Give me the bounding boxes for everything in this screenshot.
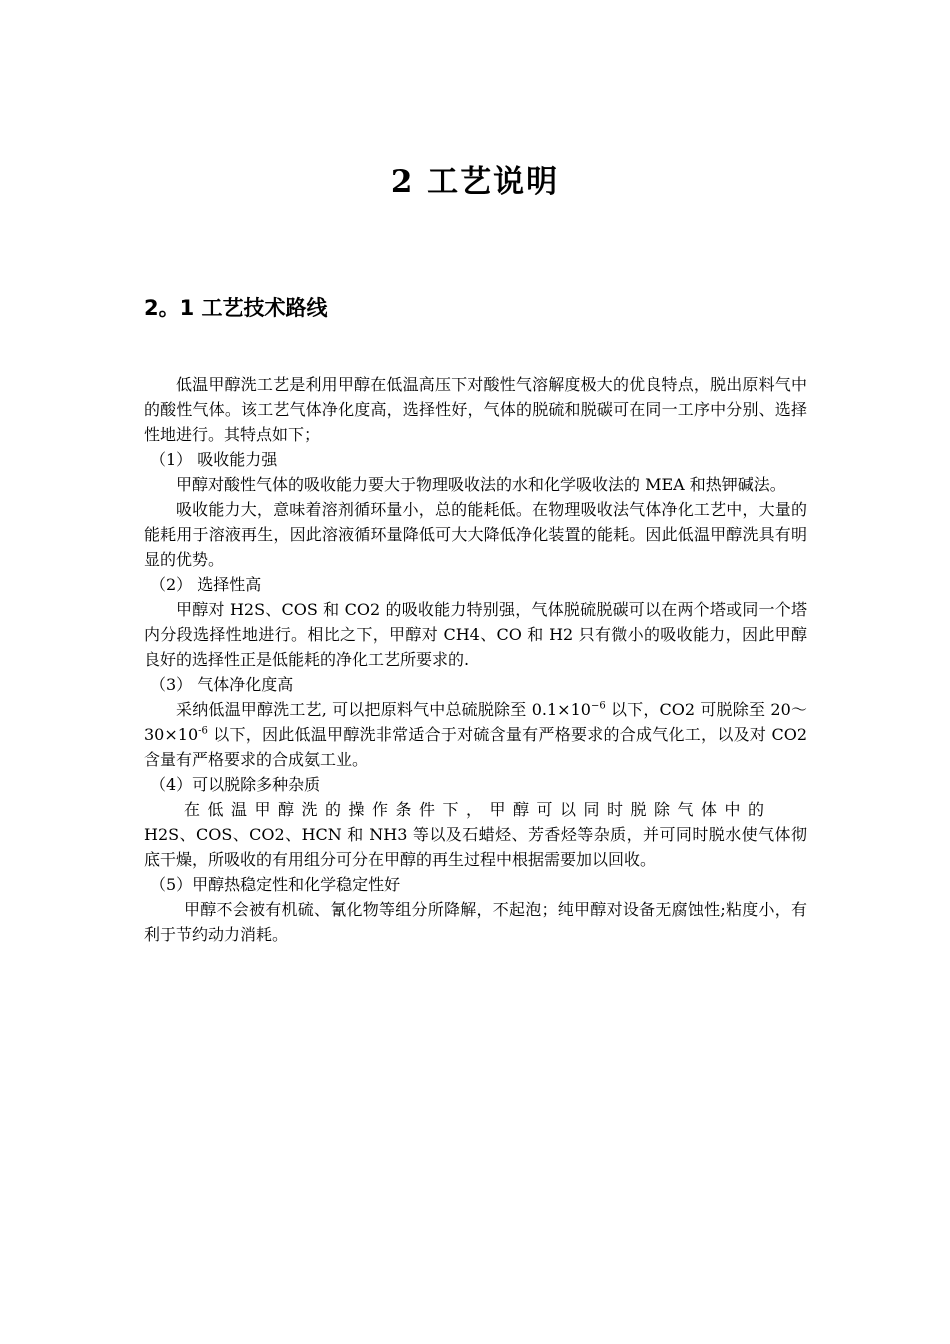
item3-paragraph-1	[144, 697, 807, 772]
item3-text-c: 以下，因此低温甲醇洗非常适合于对硫含量有严格要求的合成气化工，以及对 CO2 含量有严格要求的合成氨工业。	[144, 725, 807, 769]
item4-heading: （4）可以脱除多种杂质	[150, 775, 321, 794]
intro-paragraph: 低温甲醇洗工艺是利用甲醇在低温高压下对酸性气溶解度极大的优良特点，脱出原料气中的酸性气体。该工艺气体净化度高，选择性好，气体的脱硫和脱碳可在同一工序中分别、选择性地进行。其特点如下；	[144, 375, 807, 444]
item4-paragraph-line1: 在低温甲醇洗的操作条件下，甲醇可以同时脱除气体中的	[184, 800, 772, 819]
body-text	[144, 372, 807, 947]
item2-paragraph-1: 甲醇对 H2S、COS 和 CO2 的吸收能力特别强，气体脱硫脱碳可以在两个塔或同一个塔内分段选择性地进行。相比之下，甲醇对 CH4、CO 和 H2 只有微小的吸收能力，因此甲醇良好的选择性正是低能耗的净化工艺所要求的.	[144, 600, 807, 669]
item3-exponent-1: −6	[590, 700, 606, 712]
item3-text-a: 采纳低温甲醇洗工艺, 可以把原料气中总硫脱除至 0.1×10	[176, 700, 591, 719]
item3-exponent-2: -6	[198, 725, 208, 737]
item3-heading: （3） 气体净化度高	[150, 675, 294, 694]
item1-paragraph-1: 甲醇对酸性气体的吸收能力要大于物理吸收法的水和化学吸收法的 MEA 和热钾碱法。	[176, 475, 786, 494]
item5-paragraph-1: 甲醇不会被有机硫、氰化物等组分所降解，不起泡；纯甲醇对设备无腐蚀性;粘度小，有利于节约动力消耗。	[144, 900, 807, 944]
item1-heading: （1） 吸收能力强	[150, 450, 278, 469]
item5-heading: （5）甲醇热稳定性和化学稳定性好	[150, 875, 401, 894]
section-title: 2。1 工艺技术路线	[144, 296, 328, 320]
item1-paragraph-2: 吸收能力大，意味着溶剂循环量小，总的能耗低。在物理吸收法气体净化工艺中，大量的能耗用于溶液再生，因此溶液循环量降低可大大降低净化装置的能耗。因此低温甲醇洗具有明显的优势。	[144, 500, 807, 569]
item4-paragraph-rest: H2S、COS、CO2、HCN 和 NH3 等以及石蜡烃、芳香烃等杂质，并可同时脱水使气体彻底干燥，所吸收的有用组分可分在甲醇的再生过程中根据需要加以回收。	[144, 825, 807, 869]
chapter-title: 2 工艺说明	[390, 164, 560, 200]
item3-text-b: 以下，CO2 可脱除至 20～30×10	[144, 700, 807, 744]
item2-heading: （2） 选择性高	[150, 575, 262, 594]
